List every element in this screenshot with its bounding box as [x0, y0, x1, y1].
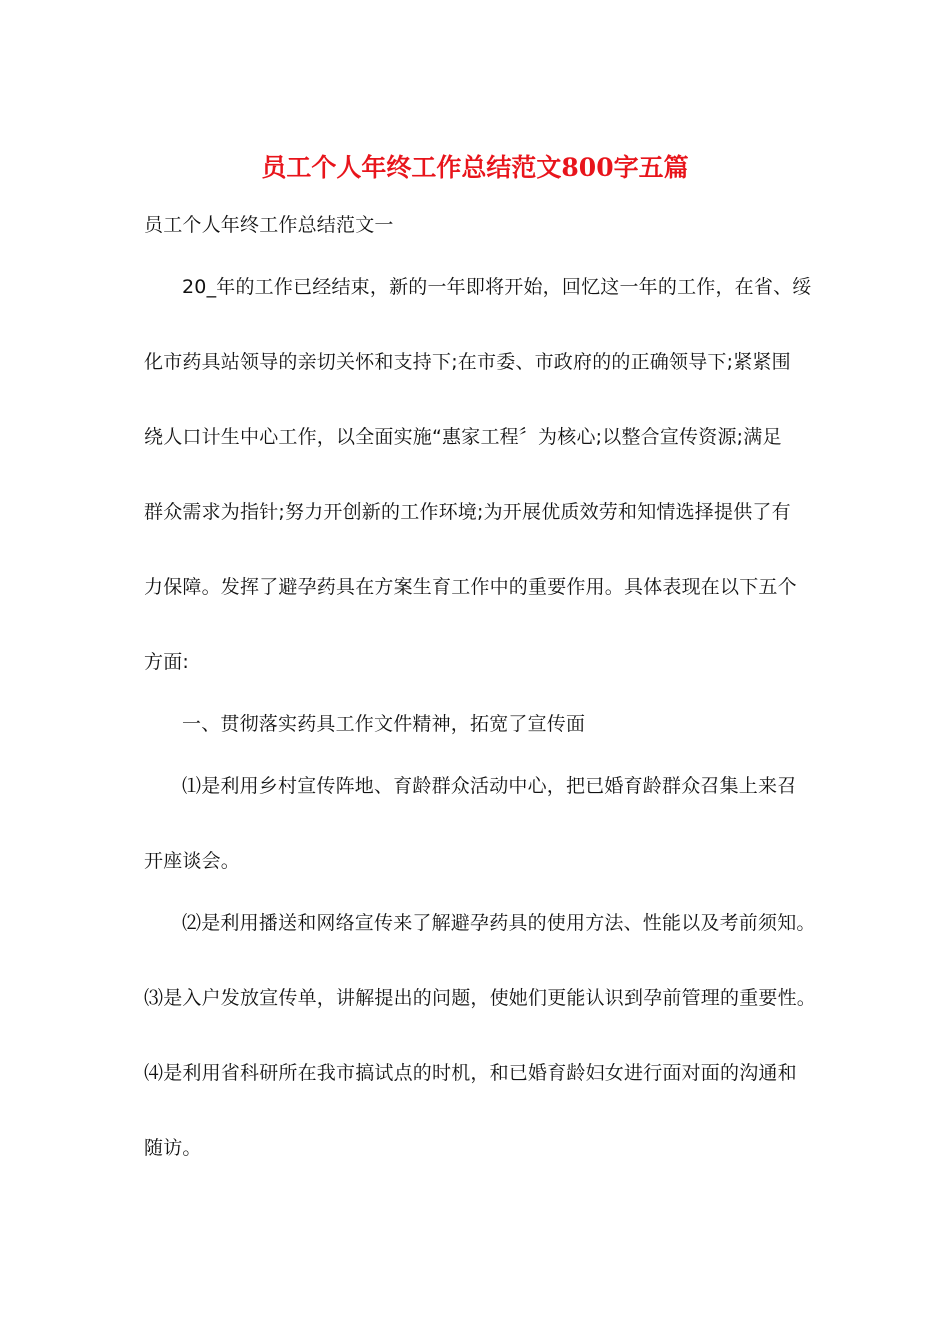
list-item-line: ⑵是利用播送和网络宣传来了解避孕药具的使用方法、性能以及考前须知。: [182, 912, 816, 934]
list-item-line: 开座谈会。: [144, 850, 241, 872]
paragraph-line: 群众需求为指针;努力开创新的工作环境;为开展优质效劳和知情选择提供了有: [144, 501, 791, 523]
section-heading: 员工个人年终工作总结范文一: [144, 214, 394, 236]
paragraph-line: 20_年的工作已经结束，新的一年即将开始，回忆这一年的工作，在省、绥: [182, 276, 812, 298]
paragraph-line: 力保障。发挥了避孕药具在方案生育工作中的重要作用。具体表现在以下五个: [144, 576, 797, 598]
list-item-line: ⑴是利用乡村宣传阵地、育龄群众活动中心，把已婚育龄群众召集上来召: [182, 775, 797, 797]
document-title: 员工个人年终工作总结范文800字五篇: [261, 153, 689, 182]
list-item-line: ⑶是入户发放宣传单，讲解提出的问题，使她们更能认识到孕前管理的重要性。: [144, 987, 817, 1009]
list-heading: 一、贯彻落实药具工作文件精神，拓宽了宣传面: [182, 713, 586, 735]
list-item-line: ⑷是利用省科研所在我市搞试点的时机，和已婚育龄妇女进行面对面的沟通和: [144, 1062, 797, 1084]
paragraph-line: 化市药具站领导的亲切关怀和支持下;在市委、市政府的的正确领导下;紧紧围: [144, 351, 791, 373]
list-item-line: 随访。: [144, 1137, 202, 1159]
paragraph-line: 方面:: [144, 651, 190, 673]
paragraph-line: 绕人口计生中心工作，以全面实施“惠家工程〞为核心;以整合宣传资源;满足: [144, 426, 782, 448]
